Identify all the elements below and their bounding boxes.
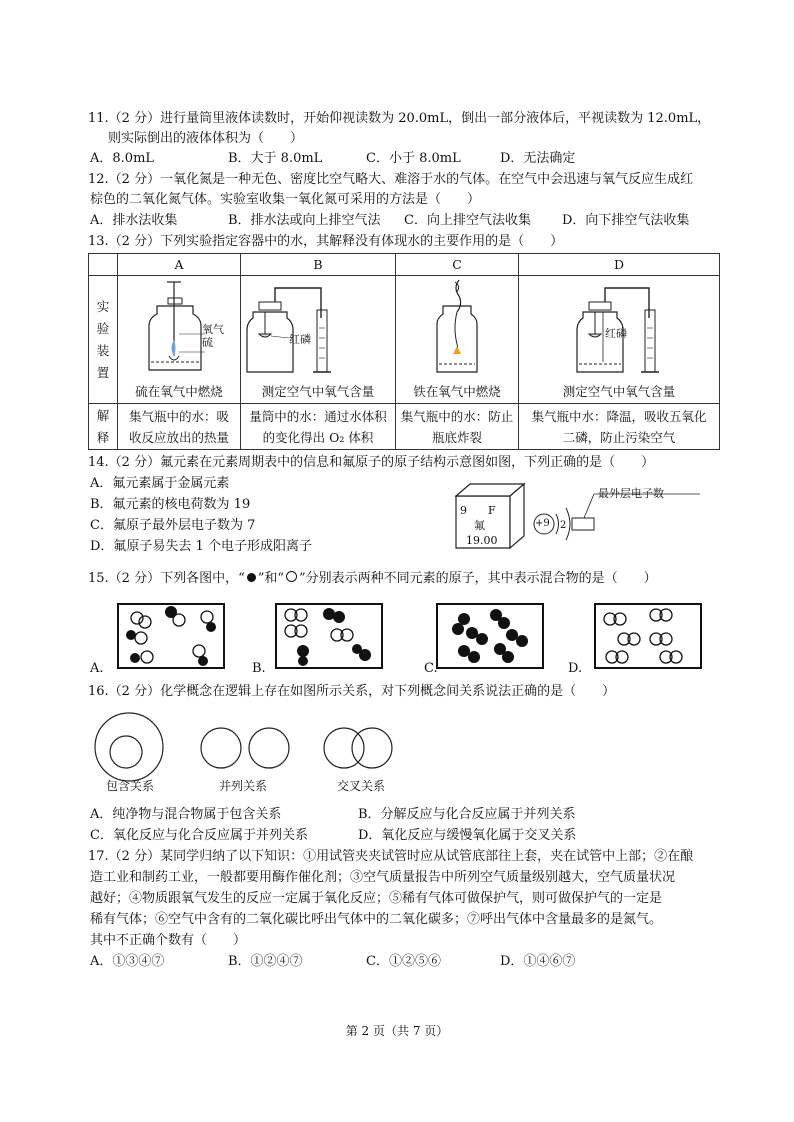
element-atomic-number: 9 [460, 504, 467, 517]
q15-option-a: A. [90, 661, 104, 676]
q11-option-a: A．8.0mL [90, 151, 155, 166]
q11-option-c: C．小于 8.0mL [366, 151, 461, 166]
explanation-b: 量筒中的水：通过水体积 的变化得出 O₂ 体积 [241, 404, 396, 450]
q16-stem: 16.（2 分）化学概念在逻辑上存在如图所示关系，对下列概念间关系说法正确的是（ ） [88, 684, 616, 699]
parallel-label: 并列关系 [219, 779, 268, 793]
header-d: D [519, 254, 720, 276]
filled-atom-icon [247, 573, 256, 582]
q15-box-a [117, 603, 225, 669]
outer-shell-label: 最外层电子数 [598, 487, 664, 500]
element-name: 氟 [474, 519, 485, 532]
q11-option-d: D．无法确定 [500, 151, 576, 166]
header-b: B [241, 254, 396, 276]
q15-box-c [436, 603, 544, 669]
q15-particles-a [119, 605, 223, 667]
inclusion-label: 包含关系 [106, 779, 155, 793]
q17-stem-line3: 越好；④物质跟氧气发生的反应一定属于氧化反应；⑤稀有气体可做保护气，则可做保护气的一定是 [90, 891, 663, 906]
q11-option-b: B．大于 8.0mL [228, 151, 323, 166]
q15-stem: 15.（2 分）下列各图中，“ ”和“ ”分别表示两种不同元素的原子，其中表示混合物的是（ ） [88, 571, 657, 586]
phosphorus-label-d: 红磷 [605, 327, 627, 340]
q14-option-a: A．氟元素属于金属元素 [90, 476, 230, 491]
intersection-label: 交叉关系 [337, 779, 386, 793]
oxygen-label: 氧气 [202, 323, 224, 336]
row-label-apparatus: 实 验 装 置 [89, 276, 118, 404]
q12-option-c: C．向上排空气法收集 [404, 213, 531, 228]
q15-option-c: C. [424, 661, 438, 676]
caption-c: 铁在氧气中燃烧 [413, 384, 501, 399]
element-symbol: F [488, 504, 496, 517]
cell-apparatus-d [519, 276, 720, 404]
q15-particles-c [438, 605, 542, 667]
q14-option-c: C．氟原子最外层电子数为 7 [90, 518, 256, 533]
q13-experiment-table [88, 253, 720, 450]
sulfur-label: 硫 [202, 336, 213, 349]
q12-stem-line2: 棕色的二氧化氮气体。实验室收集一氧化氮可采用的方法是（ ） [90, 192, 481, 207]
first-shell-electrons: 2 [560, 520, 567, 531]
oxygen-content-apparatus-b [243, 278, 393, 378]
q11-stem-line1: 11.（2 分）进行量筒里液体读数时，开始仰视读数为 20.0mL，倒出一部分液体后，平视读数为 12.0mL， [88, 111, 711, 126]
q15-particles-b [277, 605, 381, 667]
q16-option-a: A．纯净物与混合物属于包含关系 [90, 807, 282, 822]
q13-stem: 13.（2 分）下列实验指定容器中的水，其解释没有体现水的主要作用的是（ ） [88, 234, 564, 249]
cell-apparatus-c [396, 276, 519, 404]
nucleus-charge: +9 [535, 518, 550, 529]
explanation-a: 集气瓶中的水：吸 收反应放出的热量 [118, 404, 241, 450]
q11-stem-line2: 则实际倒出的液体体积为（ ） [108, 131, 304, 146]
q12-option-a: A．排水法收集 [90, 213, 178, 228]
q12-option-b: B．排水法或向上排空气法 [228, 213, 381, 228]
hollow-atom-icon [286, 571, 297, 582]
q16-option-c: C．氧化反应与化合反应属于并列关系 [90, 828, 308, 843]
q15-box-d [594, 603, 702, 669]
caption-d: 测定空气中氧气含量 [562, 384, 676, 399]
q14-option-b: B．氟元素的核电荷数为 19 [90, 497, 251, 512]
cell-apparatus-b [241, 276, 396, 404]
q17-option-a: A．①③④⑦ [90, 954, 165, 969]
header-a: A [118, 254, 241, 276]
q16-relation-diagram [88, 710, 428, 780]
q15-option-d: D. [568, 661, 583, 676]
q17-stem-line5: 其中不正确个数有（ ） [90, 933, 247, 948]
q17-stem-line2: 造工业和制药工业，一般都要用酶作催化剂；③空气质量报告中所列空气质量级别越大，空气质量状况 [90, 870, 676, 885]
q16-option-b: B．分解反应与化合反应属于并列关系 [358, 807, 576, 822]
q12-option-d: D．向下排空气法收集 [562, 213, 690, 228]
header-c: C [396, 254, 519, 276]
page-footer: 第 2 页（共 7 页） [345, 1024, 449, 1038]
q12-stem-line1: 12.（2 分）一氧化氮是一种无色、密度比空气略大、难溶于水的气体。在空气中会迅速与氧气反应生成红 [88, 172, 694, 187]
q17-option-b: B．①②④⑦ [228, 954, 303, 969]
q16-option-d: D．氧化反应与缓慢氧化属于交叉关系 [358, 828, 577, 843]
q15-option-b: B. [252, 661, 266, 676]
caption-b: 测定空气中氧气含量 [261, 384, 375, 399]
q15-box-b [275, 603, 383, 669]
explanation-d: 集气瓶中水：降温，吸收五氧化 二磷，防止污染空气 [519, 404, 720, 450]
element-mass: 19.00 [466, 534, 498, 547]
explanation-c: 集气瓶中的水：防止 瓶底炸裂 [396, 404, 519, 450]
q15-particles-d [596, 605, 700, 667]
q14-option-d: D．氟原子易失去 1 个电子形成阳离子 [90, 539, 312, 554]
iron-combustion-apparatus [397, 278, 517, 378]
table-corner [89, 254, 118, 276]
q17-stem-line4: 稀有气体；⑥空气中含有的二氧化碳比呼出气体中的二氧化碳多；⑦呼出气体中含量最多的是氮气。 [90, 912, 663, 927]
q17-stem-line1: 17.（2 分）某同学归纳了以下知识：①用试管夹夹试管时应从试管底部往上套，夹在试管中上部；②在酿 [88, 849, 694, 864]
cell-apparatus-a [118, 276, 241, 404]
row-label-explanation: 解 释 [89, 404, 118, 450]
q17-option-c: C．①②⑤⑥ [366, 954, 441, 969]
q17-option-d: D．①④⑥⑦ [500, 954, 576, 969]
caption-a: 硫在氧气中燃烧 [135, 384, 223, 399]
q14-stem: 14.（2 分）氟元素在元素周期表中的信息和氟原子的原子结构示意图如图，下列正确的是（ ） [88, 455, 655, 470]
phosphorus-label-b: 红磷 [289, 333, 311, 346]
